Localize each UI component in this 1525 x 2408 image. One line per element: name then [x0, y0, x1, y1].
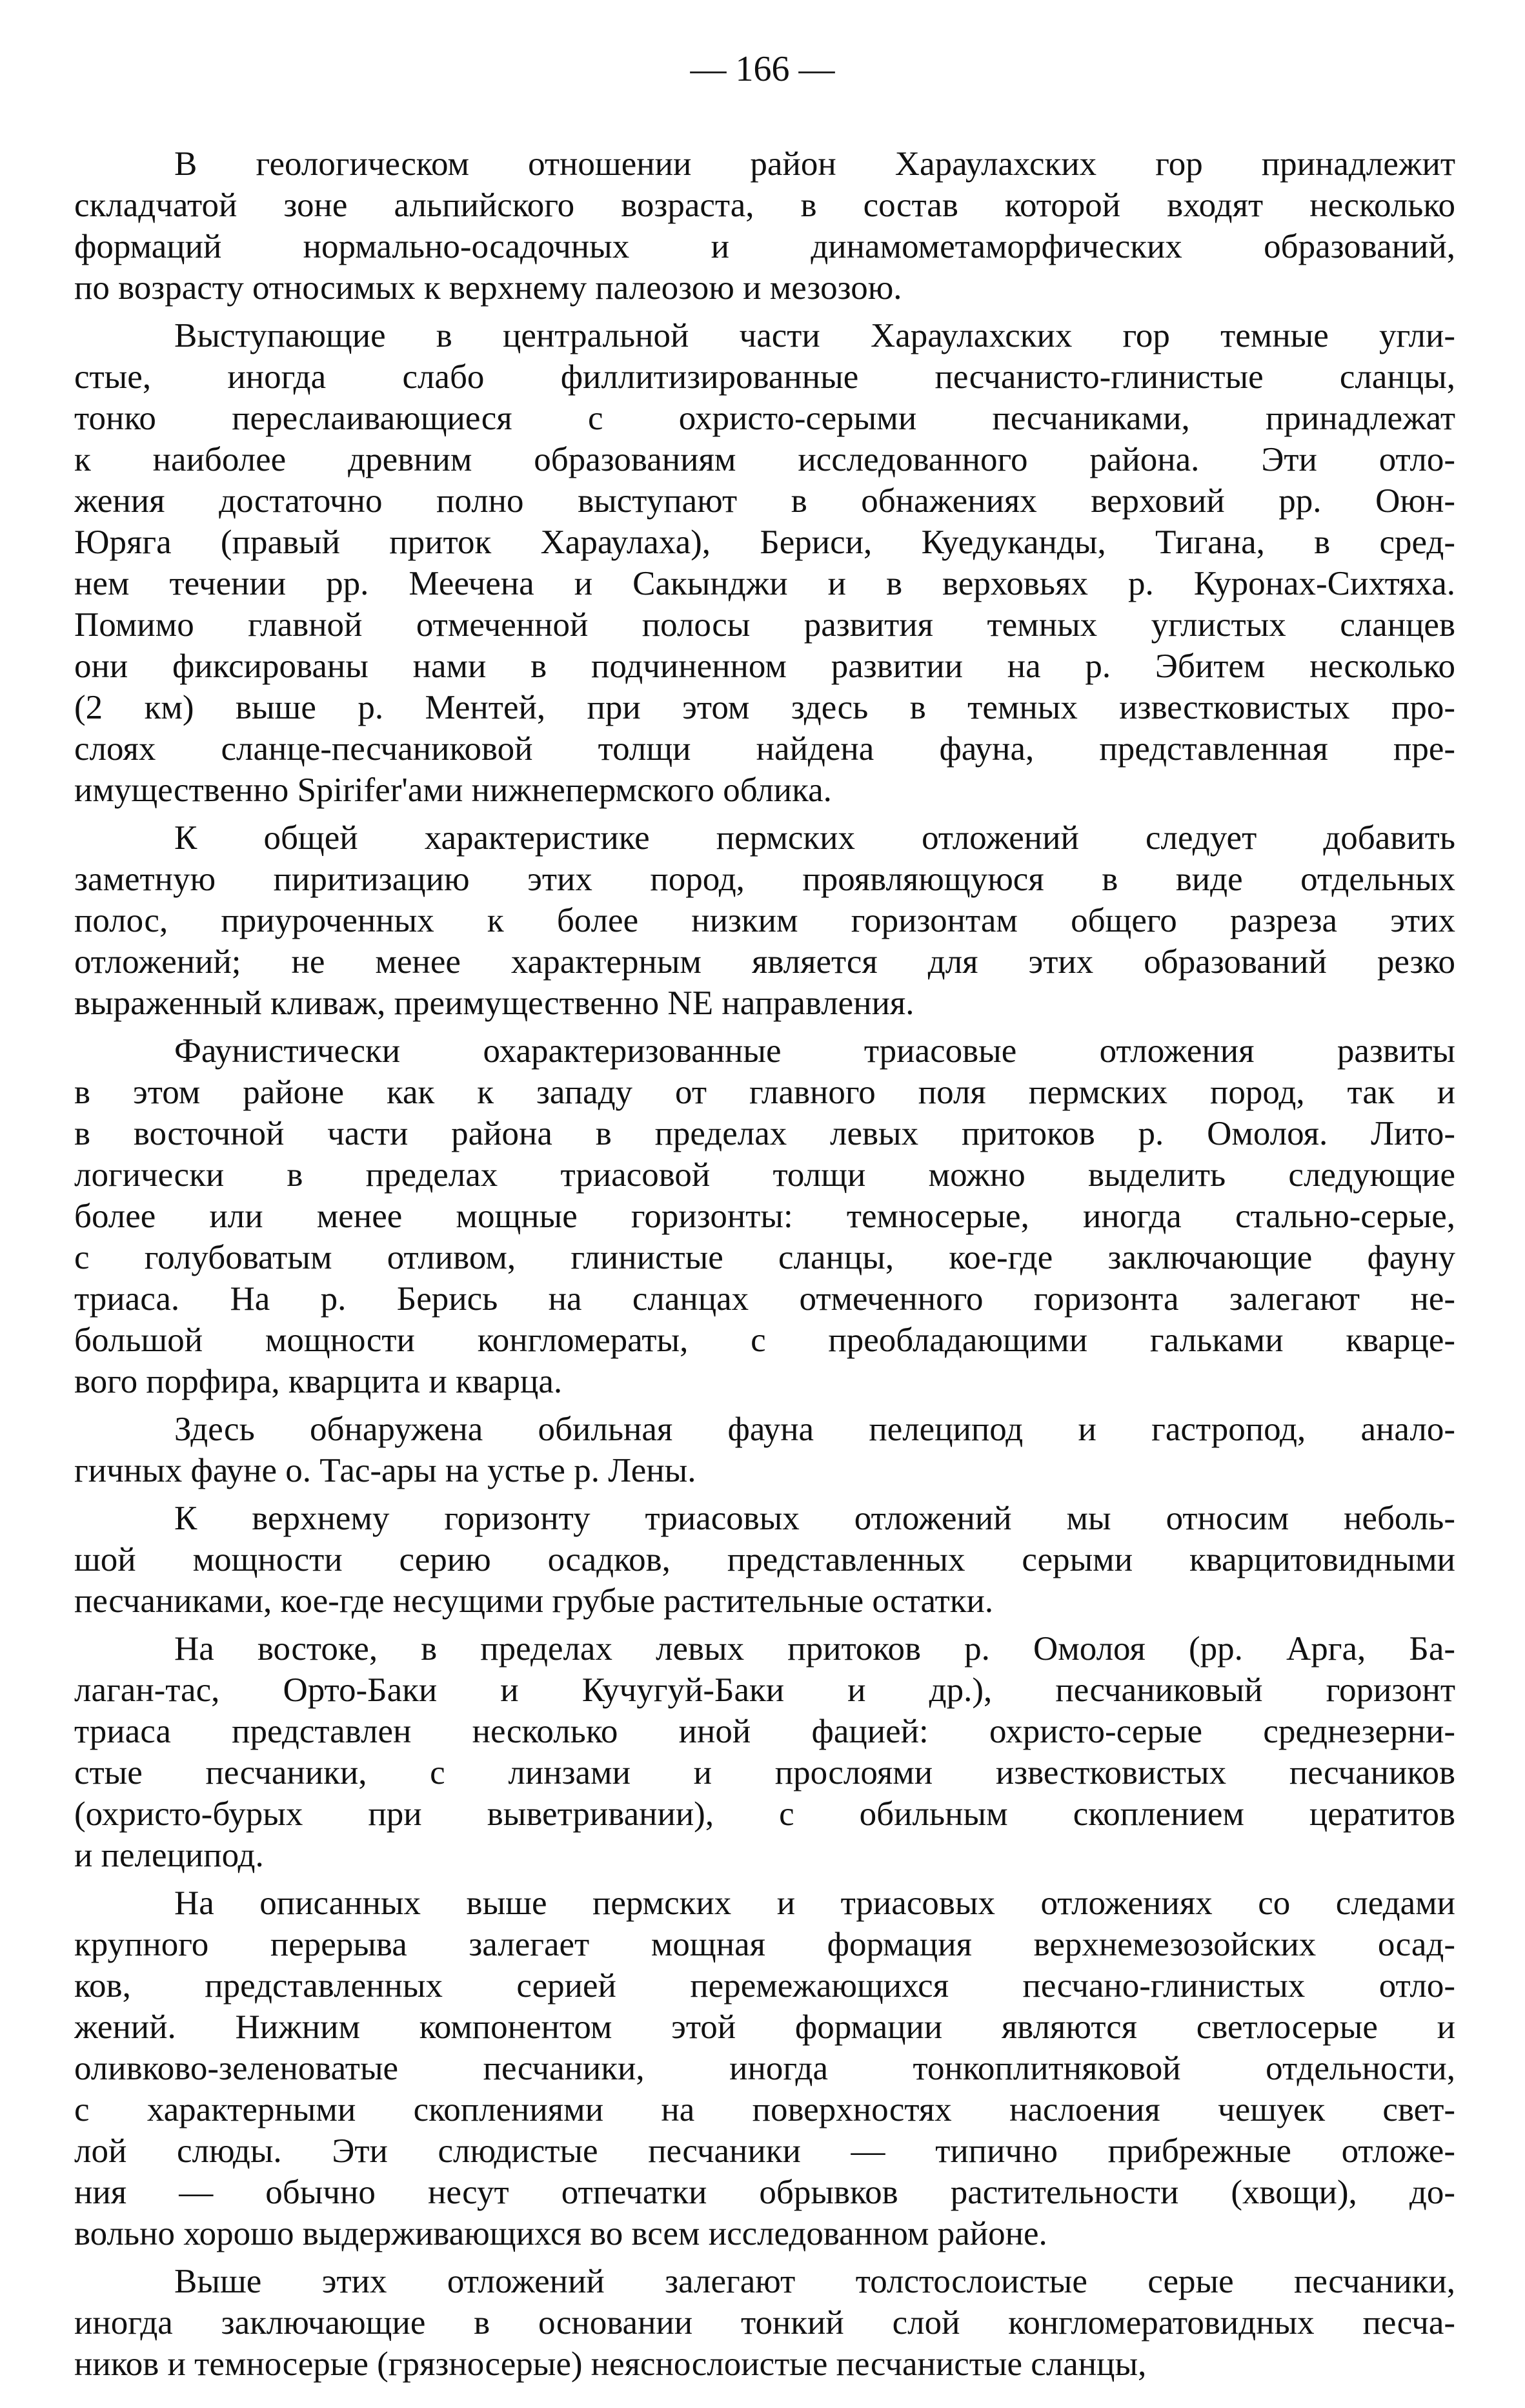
text-line: гичных фауне о. Тас-ары на устье р. Лены. [74, 1452, 696, 1489]
text-line: формаций нормально-осадочных и динамометаморфических образований, [74, 228, 1455, 265]
text-line: ников и темносерые (грязносерые) неяснослоистые песчанистые сланцы, [74, 2345, 1147, 2383]
text-line: крупного перерыва залегает мощная формация верхнемезозойских осад- [74, 1926, 1455, 1963]
text-line: логически в пределах триасовой толщи можно выделить следующие [74, 1156, 1455, 1194]
text-line: стые песчаники, с линзами и прослоями известковистых песчаников [74, 1754, 1455, 1791]
text-line: (2 км) выше р. Ментей, при этом здесь в темных известковистых про- [74, 689, 1455, 726]
text-line: вого порфира, кварцита и кварца. [74, 1363, 563, 1400]
text-line: они фиксированы нами в подчиненном развитии на р. Эбитем несколько [74, 648, 1455, 685]
text-line: более или менее мощные горизонты: темносерые, иногда стально-серые, [74, 1198, 1455, 1235]
text-line: К верхнему горизонту триасовых отложений мы относим неболь- [174, 1500, 1455, 1537]
text-line: (охристо-бурых при выветривании), с обильным скоплением цератитов [74, 1795, 1455, 1833]
text-line: с голубоватым отливом, глинистые сланцы, кое-где заключающие фауну [74, 1239, 1455, 1276]
text-line: жений. Нижним компонентом этой формации являются светлосерые и [74, 2008, 1455, 2046]
text-line: К общей характеристике пермских отложений следует добавить [174, 819, 1455, 857]
text-line: Выступающие в центральной части Хараулахских гор темные угли- [174, 317, 1455, 354]
paragraph [74, 1883, 1455, 2254]
paragraph [74, 1409, 1455, 1491]
text-line: слоях сланце-песчаниковой толщи найдена фауна, представленная пре- [74, 730, 1455, 768]
text-line: Здесь обнаружена обильная фауна пелеципод и гастропод, анало- [174, 1411, 1455, 1448]
paragraph [74, 2261, 1455, 2385]
text-line: по возрасту относимых к верхнему палеозою и мезозою. [74, 269, 902, 307]
paragraph [74, 817, 1455, 1024]
paragraph [74, 1030, 1455, 1402]
text-line: имущественно Spirifer'ами нижнепермского облика. [74, 771, 832, 809]
text-line: песчаниками, кое-где несущими грубые растительные остатки. [74, 1582, 994, 1620]
text-line: большой мощности конгломераты, с преобладающими гальками кварце- [74, 1321, 1455, 1359]
text-line: вольно хорошо выдерживающихся во всем исследованном районе. [74, 2215, 1047, 2252]
text-line: к наиболее древним образованиям исследованного района. Эти отло- [74, 441, 1455, 478]
page-number: — 166 — [690, 49, 835, 89]
text-line: ния — обычно несут отпечатки обрывков растительности (хвощи), до- [74, 2174, 1455, 2211]
text-line: На востоке, в пределах левых притоков р. Омолоя (рр. Арга, Ба- [174, 1630, 1455, 1668]
text-line: На описанных выше пермских и триасовых отложениях со следами [174, 1884, 1455, 1922]
text-line: с характерными скоплениями на поверхностях наслоения чешуек свет- [74, 2091, 1455, 2128]
text-line: стые, иногда слабо филлитизированные песчанисто-глинистые сланцы, [74, 358, 1455, 396]
text-line: и пелеципод. [74, 1837, 264, 1874]
text-line: Юряга (правый приток Хараулаха), Бериси, Куедуканды, Тигана, в сред- [74, 524, 1455, 561]
text-line: заметную пиритизацию этих пород, проявляющуюся в виде отдельных [74, 861, 1455, 898]
text-line: выраженный кливаж, преимущественно NE направления. [74, 985, 914, 1022]
paragraph [74, 143, 1455, 309]
paragraph [74, 1628, 1455, 1876]
text-line: шой мощности серию осадков, представленных серыми кварцитовидными [74, 1541, 1455, 1578]
text-line: иногда заключающие в основании тонкий слой конгломератовидных песча- [74, 2304, 1455, 2342]
text-line: в этом районе как к западу от главного поля пермских пород, так и [74, 1074, 1455, 1111]
text-line: лаган-тас, Орто-Баки и Кучугуй-Баки и др.), песчаниковый горизонт [74, 1671, 1455, 1709]
text-line: полос, приуроченных к более низким горизонтам общего разреза этих [74, 902, 1455, 939]
paragraph [74, 315, 1455, 811]
text-line: тонко переслаивающиеся с охристо-серыми песчаниками, принадлежат [74, 400, 1455, 437]
text-line: в восточной части района в пределах левых притоков р. Омолоя. Лито- [74, 1115, 1455, 1152]
body-text [74, 143, 1455, 2391]
text-line: триаса. На р. Берись на сланцах отмеченного горизонта залегают не- [74, 1280, 1455, 1318]
text-line: В геологическом отношении район Хараулахских гор принадлежит [174, 145, 1455, 183]
text-line: оливково-зеленоватые песчаники, иногда тонкоплитняковой отдельности, [74, 2050, 1455, 2087]
text-line: Помимо главной отмеченной полосы развития темных углистых сланцев [74, 606, 1455, 644]
text-line: отложений; не менее характерным является для этих образований резко [74, 943, 1455, 981]
text-line: триаса представлен несколько иной фацией: охристо-серые среднезерни- [74, 1713, 1455, 1750]
text-line: складчатой зоне альпийского возраста, в состав которой входят несколько [74, 187, 1455, 224]
text-line: нем течении рр. Меечена и Сакынджи и в верховьях р. Куронах-Сихтяха. [74, 565, 1455, 602]
text-line: лой слюды. Эти слюдистые песчаники — типично прибрежные отложе- [74, 2132, 1455, 2170]
text-line: ков, представленных серией перемежающихся песчано-глинистых отло- [74, 1967, 1455, 2005]
text-line: Выше этих отложений залегают толстослоистые серые песчаники, [174, 2263, 1455, 2300]
text-line: жения достаточно полно выступают в обнажениях верховий рр. Оюн- [74, 482, 1455, 520]
text-line: Фаунистически охарактеризованные триасовые отложения развиты [174, 1032, 1455, 1070]
paragraph [74, 1498, 1455, 1622]
